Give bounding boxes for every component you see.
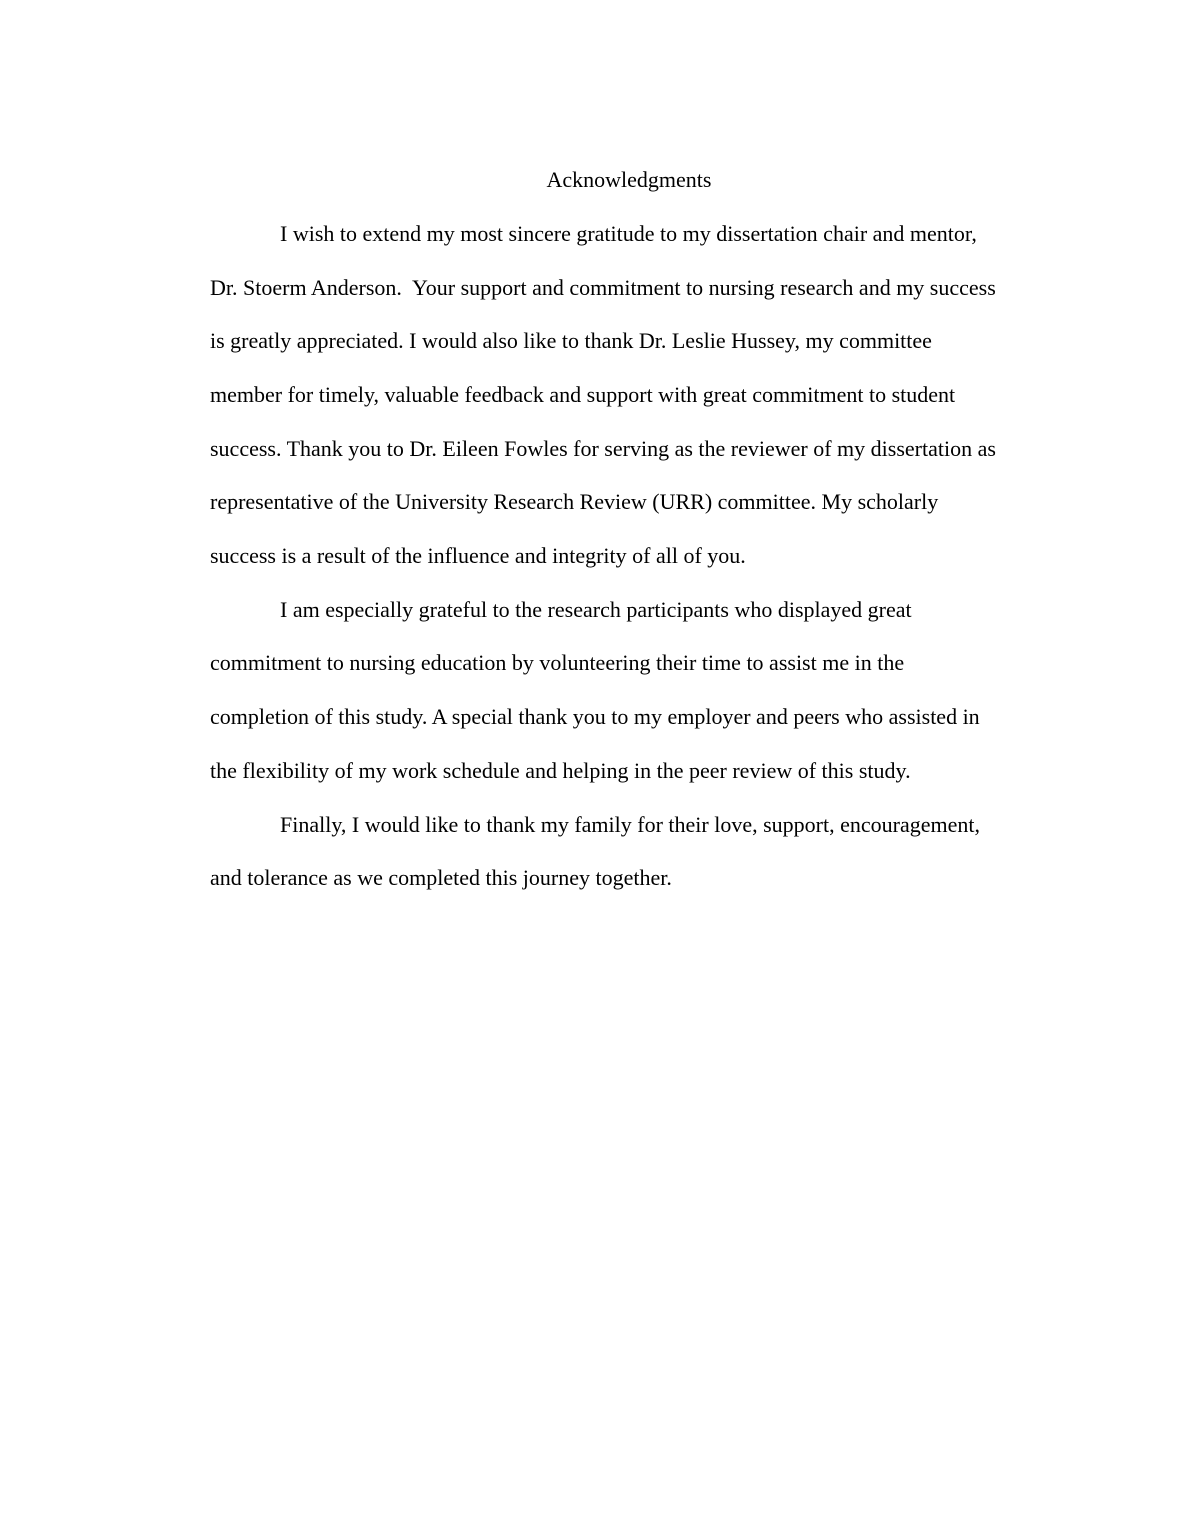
text-line: the flexibility of my work schedule and helping in the peer review of this study. [210,758,911,783]
text-line: success is a result of the influence and integrity of all of you. [210,543,746,568]
text-line: is greatly appreciated. I would also like to thank Dr. Leslie Hussey, my committee [210,328,932,353]
text-line: I wish to extend my most sincere gratitude to my dissertation chair and mentor, [280,221,977,246]
text-line: commitment to nursing education by volunteering their time to assist me in the [210,650,905,675]
text-line: Dr. Stoerm Anderson. Your support and commitment to nursing research and my success [210,275,996,300]
text-line: representative of the University Research Review (URR) committee. My scholarly [210,489,939,514]
text-line: I am especially grateful to the research participants who displayed great [280,597,912,622]
page-title: Acknowledgments [546,167,712,192]
text-line: completion of this study. A special thank you to my employer and peers who assisted in [210,704,980,729]
text-line: member for timely, valuable feedback and support with great commitment to student [210,382,956,407]
text-line: success. Thank you to Dr. Eileen Fowles for serving as the reviewer of my dissertation as [210,436,996,461]
text-line: Finally, I would like to thank my family for their love, support, encouragement, [280,812,980,837]
text-line: and tolerance as we completed this journey together. [210,865,672,890]
